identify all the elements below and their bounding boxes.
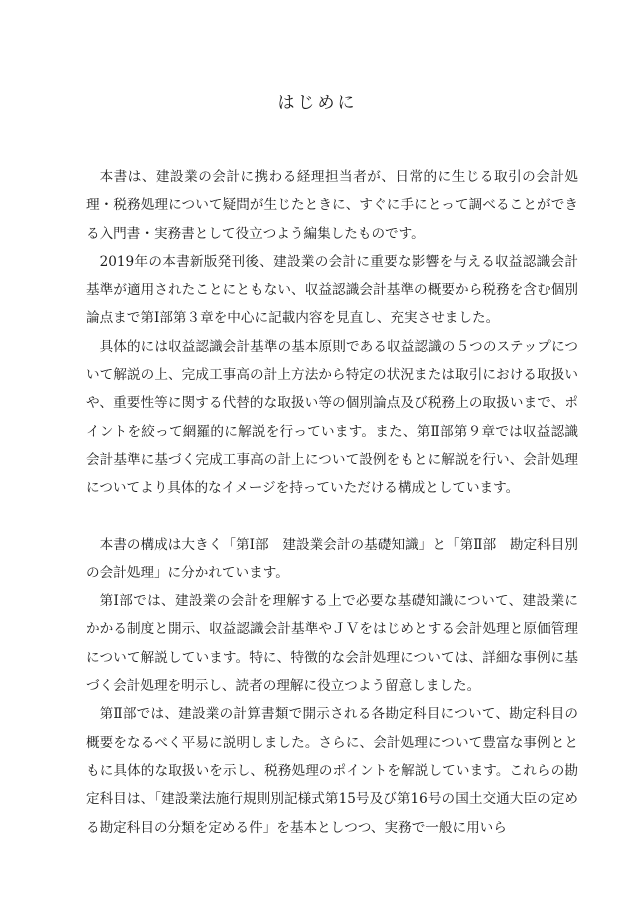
body-text [86, 163, 578, 842]
paragraph: 第Ⅰ部では、建設業の会計を理解する上で必要な基礎知識について、建設業にかかる制度と開示、収益認識会計基準やＪＶをはじめとする会計処理と原価管理について解説しています。特に、特徴的な会計処理については、詳細な事例に基づく会計処理を明示し、読者の理解に役立つよう留意しました。 [86, 593, 578, 695]
paragraph: 第Ⅱ部では、建設業の計算書類で開示される各勘定科目について、勘定科目の概要をなるべく平易に説明しました。さらに、会計処理について豊富な事例とともに具体的な取扱いを示し、税務処理のポイントを解説しています。これらの勘定科目は、「建設業法施行規則別記様式第15号及び第16号の国土交通大臣の定める勘定科目の分類を定める件」を基本としつつ、実務で一般に用いら [86, 706, 578, 836]
paragraph: 2019年の本書新版発刊後、建設業の会計に重要な影響を与える収益認識会計基準が適用されたことにともない、収益認識会計基準の概要から税務を含む個別論点まで第Ⅰ部第３章を中心に記載内容を見直し、充実させました。 [86, 253, 578, 327]
page-title: はじめに [277, 93, 358, 113]
paragraph: 本書の構成は大きく「第Ⅰ部 建設業会計の基礎知識」と「第Ⅱ部 勘定科目別の会計処理」に分かれています。 [86, 536, 578, 581]
section-gap [86, 503, 578, 531]
paragraph: 本書は、建設業の会計に携わる経理担当者が、日常的に生じる取引の会計処理・税務処理について疑問が生じたときに、すぐに手にとって調べることができる入門書・実務書として役立つよう編集したものです。 [86, 169, 578, 242]
paragraph: 具体的には収益認識会計基準の基本原則である収益認識の５つのステップについて解説の上、完成工事高の計上方法から特定の状況または取引における取扱いや、重要性等に関する代替的な取扱い等の個別論点及び税務上の取扱いまで、ポイントを絞って網羅的に解説を行っています。また、第Ⅱ部第９章では収益認識会計基準に基づく完成工事高の計上について設例をもとに解説を行い、会計処理についてより具体的なイメージを持っていただける構成としています。 [86, 338, 578, 497]
